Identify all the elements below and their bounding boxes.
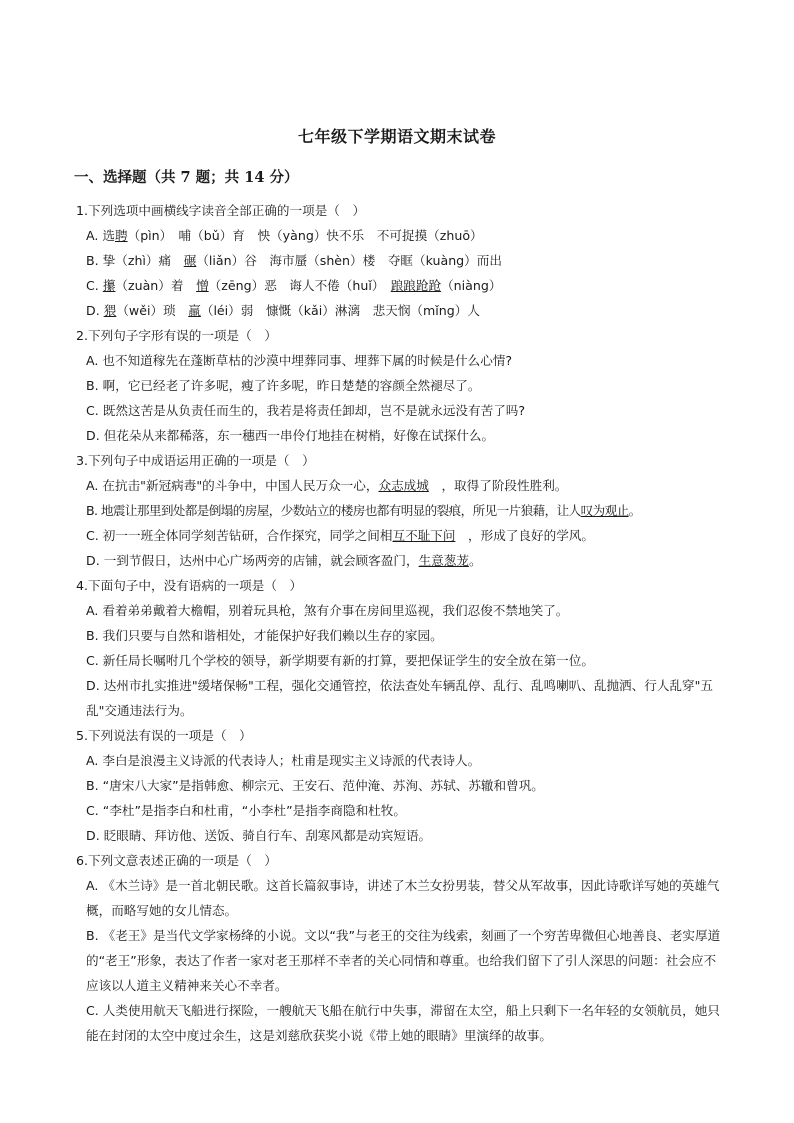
question-4 <box>76 573 726 723</box>
option-d[interactable]: D. 达州市扎实推进"缓堵保畅"工程，强化交通管控，依法查处车辆乱停、乱行、乱鸣喇叭、乱抛洒、行人乱穿"五乱"交通违法行为。 <box>86 678 713 718</box>
question-stem: 3.下列句子中成语运用正确的一项是（ ） <box>76 453 315 468</box>
question-3 <box>76 448 726 573</box>
question-stem: 6.下列文意表述正确的一项是（ ） <box>76 853 277 868</box>
option-a[interactable]: A. 《木兰诗》是一首北朝民歌。这首长篇叙事诗，讲述了木兰女扮男装，替父从军故事，因此诗歌详写她的英雄气概，而略写她的女儿情态。 <box>86 878 720 918</box>
option-a[interactable]: A. 看着弟弟戴着大檐帽，别着玩具枪，煞有介事在房间里巡视，我们忍俊不禁地笑了。 <box>86 603 569 618</box>
underlined-char: 攥 <box>102 278 116 293</box>
option-b[interactable]: B. “唐宋八大家”是指韩愈、柳宗元、王安石、范仲淹、苏洵、苏轼、苏辙和曾巩。 <box>86 778 544 793</box>
option-c[interactable]: C. 人类使用航天飞船进行探险，一艘航天飞船在航行中失事，滞留在太空，船上只剩下一名年轻的女领航员，她只能在封闭的太空中度过余生，这是刘慈欣获奖小说《带上她的眼睛》里演绎的故事。 <box>86 1003 720 1043</box>
question-stem: 2.下列句子字形有误的一项是（ ） <box>76 328 277 343</box>
underlined-idiom: 叹为观止 <box>580 503 629 518</box>
underlined-idiom: 互不耻下问 <box>392 528 456 543</box>
question-stem: 5.下列说法有误的一项是（ ） <box>76 728 252 743</box>
underlined-char: 憎 <box>196 278 209 293</box>
underlined-char: 碾 <box>183 253 197 268</box>
underlined-char: 羸 <box>188 303 201 318</box>
underlined-char: 猥 <box>103 303 117 318</box>
question-stem: 4.下面句子中，没有语病的一项是（ ） <box>76 578 303 593</box>
section-heading: 一、选择题（共 7 题；共 14 分） <box>74 169 299 186</box>
option-d[interactable]: D. 猥（wěi）琐 羸（léi）弱 慷慨（kǎi）淋漓 悲天悯（mǐng）人 <box>86 303 480 318</box>
question-5 <box>76 723 726 848</box>
underlined-idiom: 生意葱茏 <box>418 553 469 568</box>
option-a[interactable]: A. 选聘（pìn） 哺（bǔ）育 怏（yàng）快不乐 不可捉摸（zhuō） <box>86 228 483 243</box>
underlined-char: 踉踉跄跄 <box>390 278 442 293</box>
option-b[interactable]: B. 挚（zhì）痛 碾（liǎn）谷 海市蜃（shèn）楼 夺眶（kuàng）而出 <box>86 253 502 268</box>
question-2 <box>76 323 726 448</box>
option-a[interactable]: A. 在抗击"新冠病毒"的斗争中，中国人民万众一心，众志成城 ，取得了阶段性胜利。 <box>86 478 568 493</box>
question-stem: 1.下列选项中画横线字读音全部正确的一项是（ ） <box>76 203 366 218</box>
question-1 <box>76 198 726 323</box>
option-d[interactable]: D. 但花朵从来都稀落，东一穗西一串伶仃地挂在树梢，好像在试探什么。 <box>86 428 495 443</box>
option-b[interactable]: B. 啊，它已经老了许多呢，瘦了许多呢，昨日楚楚的容颜全然褪尽了。 <box>86 378 481 393</box>
option-c[interactable]: C. 既然这苦是从负责任而生的，我若是将责任卸却，岂不是就永远没有苦了吗? <box>86 403 526 418</box>
option-c[interactable]: C. 新任局长嘱咐几个学校的领导，新学期要有新的打算，要把保证学生的安全放在第一位。 <box>86 653 594 668</box>
question-6 <box>76 848 726 1048</box>
option-b[interactable]: B. 地震让那里到处都是倒塌的房屋，少数站立的楼房也都有明显的裂痕，所见一片狼藉，让人叹为观止。 <box>86 503 641 518</box>
option-a[interactable]: A. 也不知道稼先在蓬断草枯的沙漠中埋葬同事、埋葬下属的时候是什么心情? <box>86 353 513 368</box>
option-b[interactable]: B. 我们只要与自然和谐相处，才能保护好我们赖以生存的家园。 <box>86 628 443 643</box>
option-c[interactable]: C. 攥（zuàn）着 憎（zēng）恶 诲人不倦（huǐ） 踉踉跄跄（niàng） <box>86 278 502 293</box>
option-d[interactable]: D. 眨眼睛、拜访他、送饭、骑自行车、刮寒风都是动宾短语。 <box>86 828 432 843</box>
option-b[interactable]: B. 《老王》是当代文学家杨绛的小说。文以“我”与老王的交往为线索，刻画了一个穷苦卑微但心地善良、老实厚道的“老王”形象，表达了作者一家对老王那样不幸者的关心同情和尊重。也给我们留下了引人深思的问题：社会应不应该以人道主义精神来关心不幸者。 <box>86 928 721 993</box>
underlined-idiom: 众志成城 <box>378 478 429 493</box>
option-c[interactable]: C. “李杜”是指李白和杜甫，“小李杜”是指李商隐和杜牧。 <box>86 803 406 818</box>
underlined-char: 聘 <box>115 228 128 243</box>
exam-title: 七年级下学期语文期末试卷 <box>297 127 496 146</box>
option-c[interactable]: C. 初一一班全体同学刻苦钻研，合作探究，同学之间相互不耻下问 ，形成了良好的学风。 <box>86 528 594 543</box>
option-d[interactable]: D. 一到节假日，达州中心广场两旁的店铺，就会顾客盈门，生意葱茏。 <box>86 553 482 568</box>
option-a[interactable]: A. 李白是浪漫主义诗派的代表诗人；杜甫是现实主义诗派的代表诗人。 <box>86 753 481 768</box>
question-list <box>76 198 726 1048</box>
